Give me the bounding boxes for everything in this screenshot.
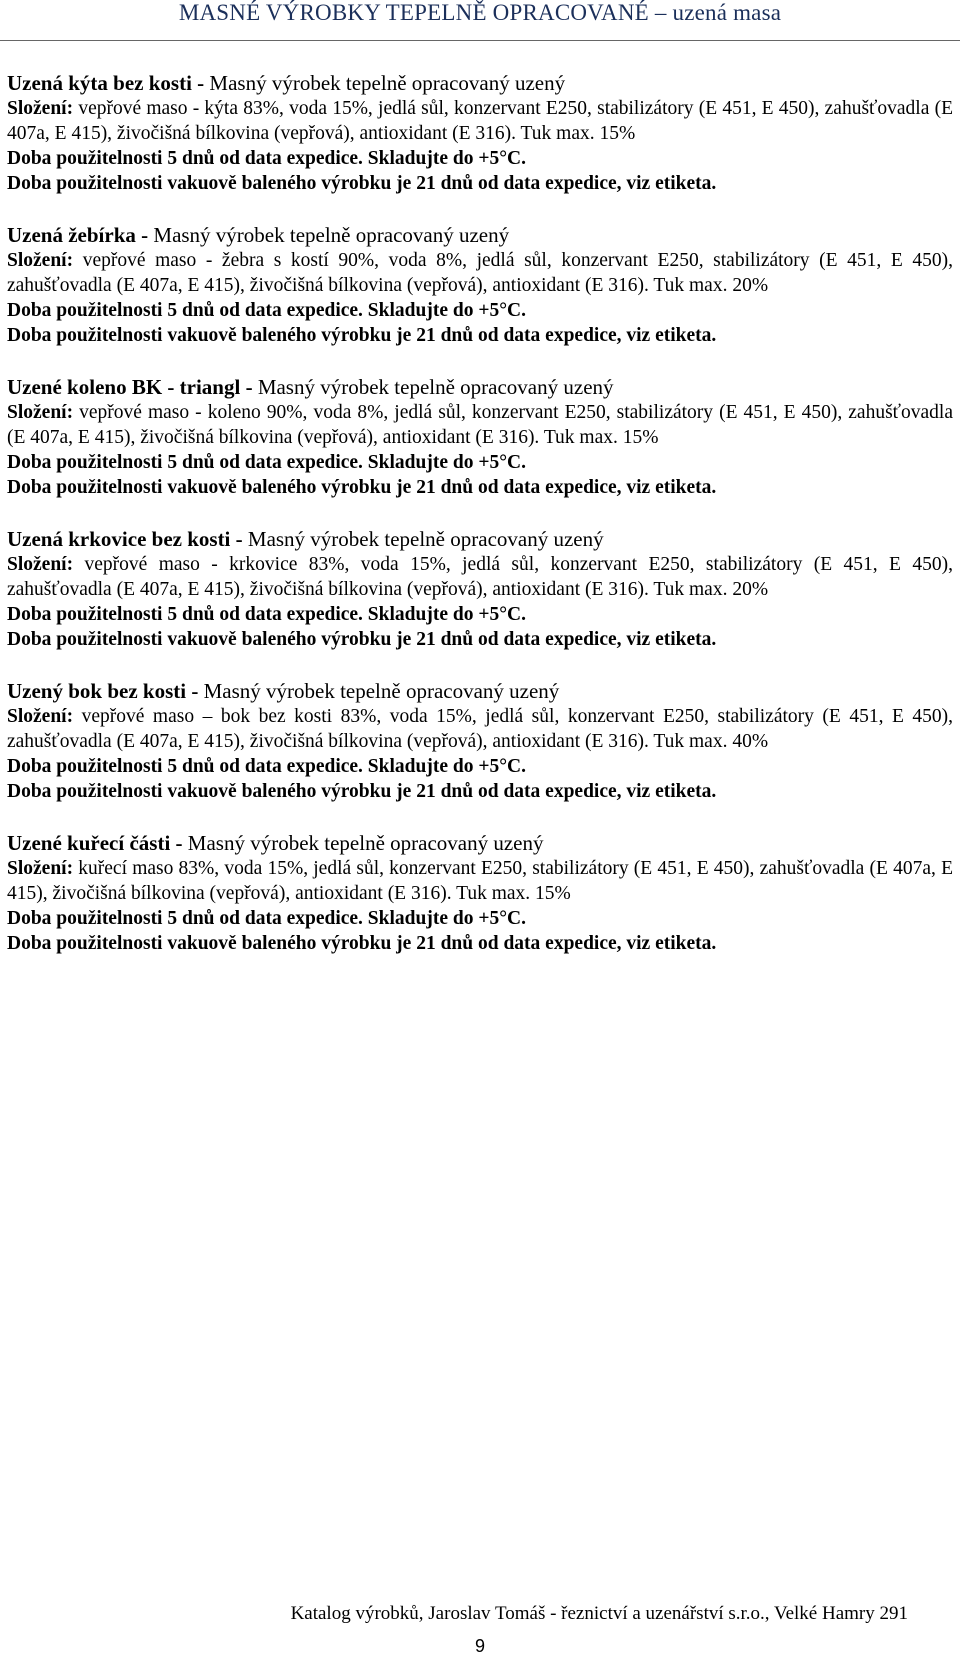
product-entry	[7, 70, 953, 196]
composition-label: Složení:	[7, 250, 74, 271]
composition-label: Složení:	[7, 98, 74, 119]
vacuum-shelf-life-note: Doba použitelnosti vakuově baleného výrobku je 21 dnů od data expedice, viz etiketa.	[7, 629, 717, 650]
composition-label: Složení:	[7, 554, 74, 575]
product-heading	[7, 830, 953, 856]
page-header	[0, 0, 960, 41]
shelf-life-note: Doba použitelnosti 5 dnů od data expedice. Skladujte do +5°C.	[7, 148, 526, 169]
product-entry	[7, 374, 953, 500]
composition-text: vepřové maso – bok bez kosti 83%, voda 15%, jedlá sůl, konzervant E250, stabilizátory (E 451, E 450), zahušťovadla (E 407a, E 415), živočišná bílkovina (vepřová), antioxidant (E 316). Tuk max. 40%	[7, 706, 953, 752]
vacuum-shelf-life-note: Doba použitelnosti vakuově baleného výrobku je 21 dnů od data expedice, viz etiketa.	[7, 173, 717, 194]
header-subtitle: uzená masa	[672, 0, 782, 25]
product-heading	[7, 70, 953, 96]
shelf-life-note: Doba použitelnosti 5 dnů od data expedice. Skladujte do +5°C.	[7, 604, 526, 625]
composition-text: vepřové maso - kýta 83%, voda 15%, jedlá sůl, konzervant E250, stabilizátory (E 451, E 450), zahušťovadla (E 407a, E 415), živočišná bílkovina (vepřová), antioxidant (E 316). Tuk max. 15%	[7, 98, 953, 144]
product-composition	[7, 96, 953, 146]
product-name: Uzený bok bez kosti -	[7, 679, 204, 703]
composition-text: vepřové maso - krkovice 83%, voda 15%, jedlá sůl, konzervant E250, stabilizátory (E 451, E 450), zahušťovadla (E 407a, E 415), živočišná bílkovina (vepřová), antioxidant (E 316). Tuk max. 20%	[7, 554, 953, 600]
product-entry	[7, 678, 953, 804]
product-description: Masný výrobek tepelně opracovaný uzený	[153, 223, 510, 247]
vacuum-shelf-life-note: Doba použitelnosti vakuově baleného výrobku je 21 dnů od data expedice, viz etiketa.	[7, 325, 717, 346]
vacuum-shelf-life-note: Doba použitelnosti vakuově baleného výrobku je 21 dnů od data expedice, viz etiketa.	[7, 933, 717, 954]
header-separator: –	[648, 0, 673, 25]
product-composition	[7, 400, 953, 450]
vacuum-shelf-life-note: Doba použitelnosti vakuově baleného výrobku je 21 dnů od data expedice, viz etiketa.	[7, 781, 717, 802]
composition-text: vepřové maso - koleno 90%, voda 8%, jedlá sůl, konzervant E250, stabilizátory (E 451, E 450), zahušťovadla (E 407a, E 415), živočišná bílkovina (vepřová), antioxidant (E 316). Tuk max. 15%	[7, 402, 953, 448]
product-entry	[7, 526, 953, 652]
header-divider	[0, 40, 960, 41]
catalog-footer: Katalog výrobků, Jaroslav Tomáš - řeznictví a uzenářství s.r.o., Velké Hamry 291	[290, 1603, 908, 1624]
product-description: Masný výrobek tepelně opracovaný uzený	[203, 679, 560, 703]
product-name: Uzená žebírka -	[7, 223, 154, 247]
product-name: Uzená kýta bez kosti -	[7, 71, 210, 95]
composition-text: kuřecí maso 83%, voda 15%, jedlá sůl, konzervant E250, stabilizátory (E 451, E 450), zahušťovadla (E 407a, E 415), živočišná bílkovina (vepřová), antioxidant (E 316). Tuk max. 15%	[7, 858, 953, 904]
header-title: MASNÉ VÝROBKY TEPELNĚ OPRACOVANÉ	[178, 0, 649, 25]
composition-label: Složení:	[7, 402, 74, 423]
product-name: Uzená krkovice bez kosti -	[7, 527, 248, 551]
product-entry	[7, 830, 953, 956]
product-description: Masný výrobek tepelně opracovaný uzený	[187, 831, 544, 855]
product-entry	[7, 222, 953, 348]
product-description: Masný výrobek tepelně opracovaný uzený	[257, 375, 614, 399]
product-heading	[7, 222, 953, 248]
product-composition	[7, 704, 953, 754]
vacuum-shelf-life-note: Doba použitelnosti vakuově baleného výrobku je 21 dnů od data expedice, viz etiketa.	[7, 477, 717, 498]
shelf-life-note: Doba použitelnosti 5 dnů od data expedice. Skladujte do +5°C.	[7, 756, 526, 777]
shelf-life-note: Doba použitelnosti 5 dnů od data expedice. Skladujte do +5°C.	[7, 300, 526, 321]
shelf-life-note: Doba použitelnosti 5 dnů od data expedice. Skladujte do +5°C.	[7, 452, 526, 473]
product-name: Uzené koleno BK - triangl -	[7, 375, 258, 399]
product-composition	[7, 248, 953, 298]
product-list	[7, 70, 953, 982]
product-heading	[7, 678, 953, 704]
page-number: 9	[474, 1636, 485, 1656]
composition-label: Složení:	[7, 706, 74, 727]
shelf-life-note: Doba použitelnosti 5 dnů od data expedice. Skladujte do +5°C.	[7, 908, 526, 929]
product-heading	[7, 526, 953, 552]
product-name: Uzené kuřecí části -	[7, 831, 188, 855]
product-heading	[7, 374, 953, 400]
composition-label: Složení:	[7, 858, 74, 879]
product-composition	[7, 552, 953, 602]
composition-text: vepřové maso - žebra s kostí 90%, voda 8%, jedlá sůl, konzervant E250, stabilizátory (E 451, E 450), zahušťovadla (E 407a, E 415), živočišná bílkovina (vepřová), antioxidant (E 316). Tuk max. 20%	[7, 250, 953, 296]
product-description: Masný výrobek tepelně opracovaný uzený	[247, 527, 604, 551]
product-description: Masný výrobek tepelně opracovaný uzený	[209, 71, 566, 95]
product-composition	[7, 856, 953, 906]
